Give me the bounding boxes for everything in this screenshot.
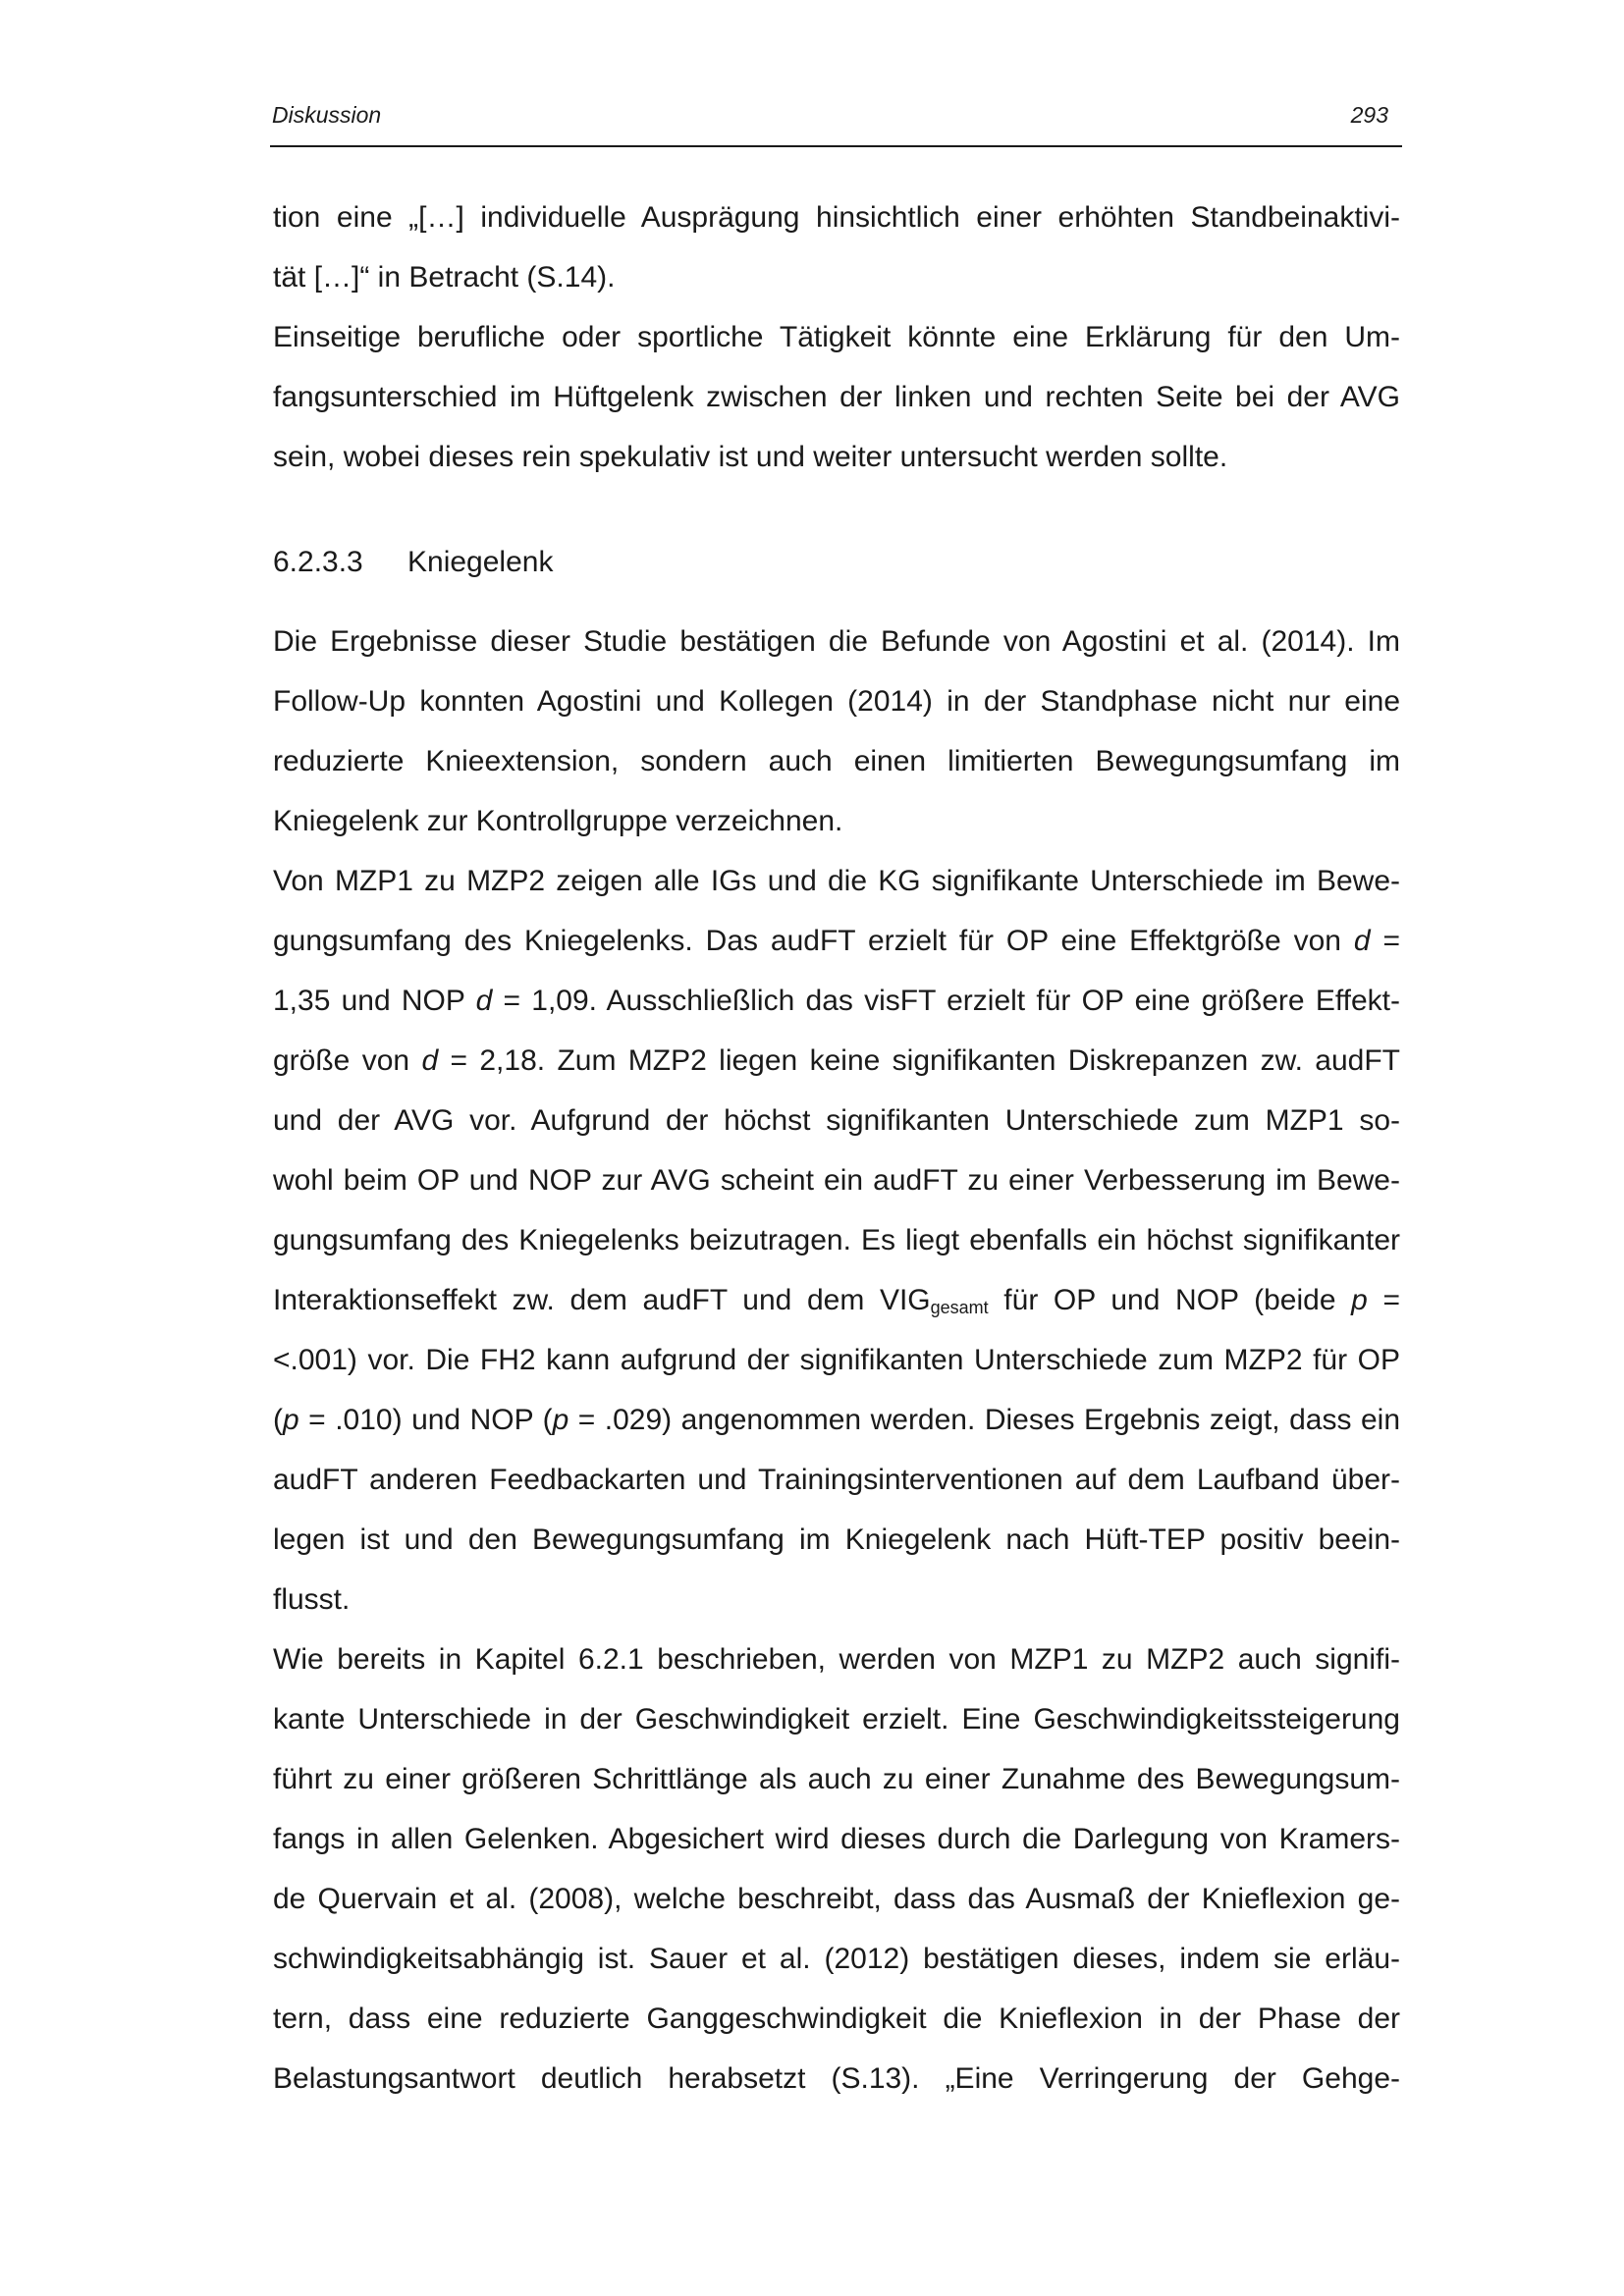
- section-number: 6.2.3.3: [273, 546, 363, 578]
- text-segment: größe von: [273, 1044, 422, 1077]
- text-line: [273, 911, 1400, 971]
- body-text: [273, 187, 1400, 2109]
- running-title: Diskussion: [272, 102, 382, 128]
- math-variable: p: [1351, 1284, 1368, 1316]
- section-title: Kniegelenk: [407, 546, 554, 578]
- text-line: reduzierte Knieextension, sondern auch einen limitierten Bewegungsumfang im: [273, 745, 1400, 777]
- text-segment: gungsumfang des Kniegelenks. Das audFT erzielt für OP eine Effektgröße von: [273, 925, 1354, 957]
- text-line: Kniegelenk zur Kontrollgruppe verzeichnen.: [273, 805, 843, 837]
- text-line: Follow-Up konnten Agostini und Kollegen (2014) in der Standphase nicht nur eine: [273, 685, 1400, 718]
- paragraph: [273, 187, 1400, 307]
- math-variable: p: [552, 1404, 569, 1436]
- text-line: schwindigkeitsabhängig ist. Sauer et al. (2012) bestätigen dieses, indem sie erläu-: [273, 1943, 1400, 1975]
- text-segment: für OP und NOP (beide: [988, 1284, 1352, 1316]
- section-heading: [273, 532, 1400, 592]
- text-segment: =: [1370, 925, 1400, 957]
- text-line: [273, 1031, 1400, 1091]
- text-line: fangsunterschied im Hüftgelenk zwischen der linken und rechten Seite bei der AVG: [273, 381, 1400, 413]
- page-header: [270, 96, 1402, 147]
- text-segment: Interaktionseffekt zw. dem audFT und dem VIG: [273, 1284, 931, 1316]
- paragraph: [273, 1629, 1400, 2109]
- text-line: [273, 1390, 1400, 1450]
- text-line: de Quervain et al. (2008), welche beschreibt, dass das Ausmaß der Knieflexion ge-: [273, 1883, 1400, 1915]
- spacer: [273, 487, 1400, 532]
- text-line: kante Unterschiede in der Geschwindigkeit erzielt. Eine Geschwindigkeitssteigerung: [273, 1703, 1400, 1735]
- text-segment: =: [1367, 1284, 1400, 1316]
- text-line: <.001) vor. Die FH2 kann aufgrund der signifikanten Unterschiede zum MZP2 für OP: [273, 1344, 1400, 1376]
- text-segment: 1,35 und NOP: [273, 985, 476, 1017]
- text-line: tät […]“ in Betracht (S.14).: [273, 261, 616, 294]
- text-line: Belastungsantwort deutlich herabsetzt (S.13). „Eine Verringerung der Gehge-: [273, 2062, 1400, 2095]
- text-line: [273, 1270, 1400, 1330]
- paragraph: [273, 851, 1400, 1629]
- paragraph: [273, 612, 1400, 851]
- page-number: 293: [1350, 102, 1388, 128]
- text-line: Von MZP1 zu MZP2 zeigen alle IGs und die KG signifikante Unterschiede im Bewe-: [273, 865, 1400, 897]
- text-segment: = 2,18. Zum MZP2 liegen keine signifikanten Diskrepanzen zw. audFT: [438, 1044, 1400, 1077]
- text-line: sein, wobei dieses rein spekulativ ist und weiter untersucht werden sollte.: [273, 441, 1228, 473]
- text-line: Wie bereits in Kapitel 6.2.1 beschrieben, werden von MZP1 zu MZP2 auch signifi-: [273, 1643, 1400, 1676]
- text-segment: = 1,09. Ausschließlich das visFT erzielt für OP eine größere Effekt-: [492, 985, 1400, 1017]
- text-line: flusst.: [273, 1583, 351, 1616]
- math-variable: d: [1353, 925, 1371, 957]
- text-segment: = .010) und NOP (: [298, 1404, 553, 1436]
- spacer: [273, 592, 1400, 612]
- text-line: [273, 971, 1400, 1031]
- text-line: fangs in allen Gelenken. Abgesichert wird dieses durch die Darlegung von Kramers-: [273, 1823, 1400, 1855]
- text-line: und der AVG vor. Aufgrund der höchst signifikanten Unterschiede zum MZP1 so-: [273, 1104, 1400, 1137]
- text-line: führt zu einer größeren Schrittlänge als auch zu einer Zunahme des Bewegungsum-: [273, 1763, 1400, 1795]
- paragraph: [273, 307, 1400, 487]
- text-line: audFT anderen Feedbackarten und Trainingsinterventionen auf dem Laufband über-: [273, 1464, 1400, 1496]
- text-line: Einseitige berufliche oder sportliche Tätigkeit könnte eine Erklärung für den Um-: [273, 321, 1400, 353]
- text-line: tion eine „[…] individuelle Ausprägung hinsichtlich einer erhöhten Standbeinaktivi-: [273, 201, 1400, 234]
- text-line: legen ist und den Bewegungsumfang im Kniegelenk nach Hüft-TEP positiv beein-: [273, 1523, 1400, 1556]
- text-line: gungsumfang des Kniegelenks beizutragen. Es liegt ebenfalls ein höchst signifikanter: [273, 1224, 1400, 1256]
- text-segment: (: [273, 1404, 283, 1436]
- text-line: tern, dass eine reduzierte Ganggeschwindigkeit die Knieflexion in der Phase der: [273, 2002, 1400, 2035]
- text-line: wohl beim OP und NOP zur AVG scheint ein audFT zu einer Verbesserung im Bewe-: [273, 1164, 1400, 1197]
- math-variable: d: [475, 985, 493, 1017]
- math-variable: p: [283, 1404, 299, 1436]
- math-variable: d: [421, 1044, 439, 1077]
- subscript: gesamt: [930, 1298, 989, 1317]
- text-line: Die Ergebnisse dieser Studie bestätigen die Befunde von Agostini et al. (2014). Im: [273, 625, 1400, 658]
- text-segment: = .029) angenommen werden. Dieses Ergebnis zeigt, dass ein: [568, 1404, 1401, 1436]
